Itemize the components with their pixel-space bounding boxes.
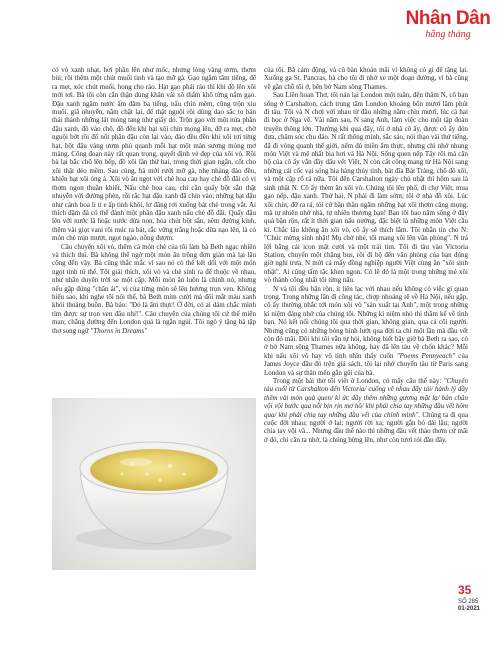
tea-cup-icon [52,398,256,570]
masthead [400,4,496,42]
left-column [52,66,256,335]
issue-number: SỐ 285 [458,599,479,605]
paragraph: Trong một bài thơ tôi viết ở London, có mấy câu thế này: "Chuyến tàu cuối từ Carshalton đến Victoria/ cuống vẽ nhau đây tái/ hành lý đầy thêm vài món quà quen/ kí ức đây thêm những gương mặt lạ/ bàn chân vội vội bước qua nỗi bịn rịn mơ hồ/ khi phải chia tay những đầu vết hôm qua/ khi phải chia tay những đầu vết của chính mình". Chúng ta đi qua cuộc đời nhau; người ở lại; người rời xa; người gắn bó dài lâu; người chia tay vội vã... Nhưng đầu thế nào thì những đầu vết thảo thơm cứ mãi ở đó, chỉ cần ta nhớ, là chúng bừng lên, như còn tươi rói đầu đây. [264,377,468,444]
page-number: 35 [458,583,472,597]
right-column [264,66,468,444]
page-footer [458,584,498,612]
paragraph: N và tôi đều bận rộn, ít liên lạc với nhau nếu không có việc gì quan trọng. Trong những lần đi công tác, chợp nhoáng rẽ về Hà Nội, nếu gặp, cô ấy thường nhắc tới món xôi vò "sản xuất tại Anh", một trong những kỉ niệm đáng nhớ của chúng tôi. Những kỉ niệm nhỏ thì thầm kể về tình bạn. Nó kết nối chúng tôi qua thời gian, không gian, qua cả cõi người. Nhưng cũng có những bóng hình lướt qua đời ta chỉ một lần mà đầu vết còn đó mãi. Đôi khi tôi vẫn tự hỏi, không biết bây giờ bà Beth ra sao, có ở bờ Nam sông Thames nữa không, hay đã lên tàu về chốn khác? Mỗi khi nấu xôi vò hay vô tình nhìn thấy cuốn "Poems Pennyeach" của James Joyce đầu đó trên giá sách, tôi lại nhớ chuyến tàu từ Paris sang London và sự thân mến gắn gũi của bà. [264,284,468,377]
issue-date: 01-2021 [458,606,481,612]
paragraph: Sau Liên hoan Thơ, tôi nán lại London một tuần, đến thăm N, cô bạn sống ở Carshalton, cách trung tâm London khoảng bốn mươi lăm phút đi tàu. Tôi và N chơi với nhau từ đầu những năm chín mươi, lúc cả hai đi học ở Nga về. Vài năm sau, N sang Anh, làm việc cho một tập đoàn truyền thông lớn. Thường khi qua đây, tôi ở nhà cô ấy, được cô ấy đón đưa, chăm sóc chu đáo. N rất thông minh, sắc sảo, nói thạo vài thứ tiếng, đã đi vòng quanh thế giới, nếm đủ miền ẩm thực, nhưng chỉ nhớ nhung món Việt và mê nhất bia hơi và Hà Nội. Sống quen nếp Tây rồi mà cân hộ của cô ấy vẫn đầy dấu vết Việt, N còn cất công mang từ Hà Nội sang những cái cốc vại sóng bia hàng thủy tinh, bát đĩa Bát Tràng, chõ đồ xôi, và một cặp rổ rá nữa. Tôi đến Carshalton ngày chủ nhật thì hôm sau là sinh nhật N. Cô ấy thèm ăn xôi vò. Chúng tôi lên phố, đi chợ Việt, mua gạo nếp, đậu xanh. Thứ hai, N phải đi làm sớm; tôi ở nhà đồ xôi. Lúc xôi chín, đỡ ra rá, tôi cứ bần thần ngắm những hạt xôi thơm căng mọng, mà tự nhiên nhớ nhà, tự nhiên thương bạn! Bạn tôi bao năm sống ở đây quá bận rộn, rất ít thời gian nấu nướng, đặc biệt là những món Việt cầu kì. Chắc lâu không ăn xôi vò, cô ấy sẽ thích lắm. Tôi nhắn tin cho N: "Chúc mừng sinh nhật! Mụ chờ nhé, tôi mang xôi lên văn phòng". N trả lời bằng cái icon mặt cười và một trái tim. Tôi đi tàu vào Victoria Station, chuyến một chặng bus, rồi đi bộ đến văn phòng của bạn đúng giờ nghỉ trưa. N mời cả mấy đồng nghiệp người Việt cùng ăn "xôi sinh nhật". Ai cũng tấm tắc khen ngon. Có lẽ đó là một trong những mẻ xôi vò thành công nhất tôi từng nấu. [264,91,468,285]
paragraph: có vỏ xanh nhạt, hơi phần lên như mốc, nhưng lòng vàng ươm, thơm bùi; rồi thêm một chút muối tinh và tạo mỡ gà. Gạo ngâm tâm tiếng, để ra mẹt, xóc chút muối, hong cho ráo. Hạt gạo phải ráo thì khi đồ lên xôi mới tơi. Bà tôi còn cẩn thận dùng khăn vải xô thấm khô từng nắm gạo. Đậu xanh ngâm nước ấm đãm ba tiếng, nấu chín mềm, cũng trộn xíu muối, giã nhuyễn, nắm chặt lại, để thật nguội rồi dùng dao sắc to bản thái thành những lát mỏng tang như giấy dó. Trộn gạo với một nửa phần đậu xanh, đồ vào chõ, đồ đến khi hạt xôi chín mọng lên, đỡ ra mẹt, chờ nguội bớt rồi đổ nốt phần đậu còn lại vào, đảo đều đến khi xôi tơi từng hạt, bột đậu vàng ươm phủ quanh mỗi hạt một màn sương mỏng mơ màng. Công đoạn này rất quan trọng, quyết định vẻ đẹp của xôi vò. Rồi bà lại bắc chõ lên bếp, đồ xôi lần thứ hai, trong thời gian ngắn, cốt cho xôi thật dẻo mềm. Sau cùng, bà mới rưới mỡ gà, nhẹ nhàng đảo đều, khiến hạt xôi óng ả. Xôi vò ăn ngọt với chè hoa cau hay chè đỗ đãi có vị thơm ngon thuần khiết. Nấu chè hoa cau, chỉ cần quấy bột sắn thật nhuyễn với đường phèn, rồi rắc hạt đậu xanh đã chín vào; những hạt đậu như cánh hoa li ti e ấp tinh khôi, lơ đãng rơi xuống bát chè trong vắt. Ai thích đậm đà có thể đánh một phần đậu xanh nấu chè đỗ đãi. Quấy đậu lên với nước lã hoặc nước dừa non, hòa chút bột sắn, nêm đường kính, thêm vài giọt vani rồi múc ra bát, rắc vừng trắng hoặc dừa nạo lên, là có món chè mịn mượt, ngọt ngào, nồng đượm. [52,66,256,243]
paragraph: của tôi. Bà cảm động, và cũ bàn khoản mãi vì không có gì để tặng lại. Xuống ga St. Pancras, bà cho tôi đi nhờ xe một đoạn đường, vì bà cũng về gần chỗ tôi ở, bên bờ Nam sông Thames. [264,66,468,91]
brand-logo: Nhân Dân [405,8,491,29]
paragraph: Câu chuyện xôi vò, thêm cả món chè của tôi làm bà Beth ngạc nhiên và thích thú. Bà không thể ngờ một món ăn trông đơn giản mà lại lâu công đến vậy. Bà cũng thắc mắc vì sao nó có thể kết dối với một món ngọt tinh tú thế. Tôi giải thích, xôi vò và chè sinh ra để thuộc về nhau, như nhân duyên trời se một cặp. Mỗi món ăn luôn là chính nó, nhưng nếu gặp đúng "chân ái", vị của từng món sẽ lên hương trọn ven. Không hiểu sao, khi nghe tôi nói thế, bà Beth mím cười mà đôi mắt màu xanh khói thoáng buồn. Bà bảo: "Đó là ẩm thực! Ở đời, có ai dám chắc mình tìm được sự trọn ven đâu nhỉ!". Câu chuyện của chúng tôi cứ thế miên man; chẳng đường đến London quả là ngắn ngủi. Tôi ngỏ ý tặng bà tập thơ song ngữ "Thorns in Dreams" [52,242,256,335]
brand-subtitle: hằng tháng [425,29,471,40]
dessert-photo [52,398,256,570]
